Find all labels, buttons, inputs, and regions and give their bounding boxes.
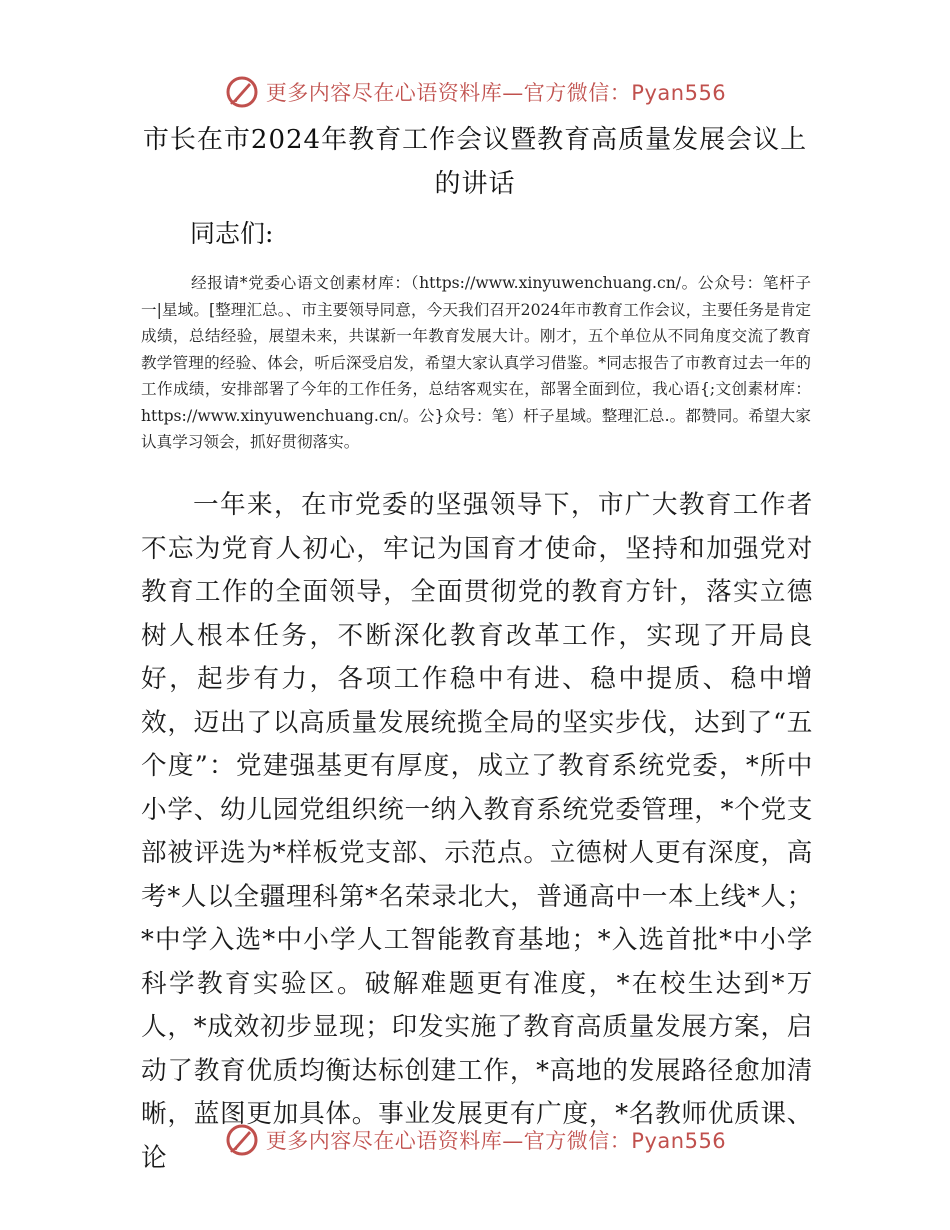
quill-logo-icon (224, 74, 260, 110)
intro-note: 经报请*党委心语文创素材库：（https://www.xinyuwenchuang.cn/。公众号：笔杆子一|星域。[整理汇总。、市主要领导同意，今天我们召开2024年市教育工作会议，主要任务是肯定成绩，总结经验，展望未来，共谋新一年教育发展大计。刚才，五个单位从不同角度交流了教育教学管理的经验、体会，听后深受启发，希望大家认真学习借鉴。*同志报告了市教育过去一年的工作成绩，安排部署了今年的工作任务，总结客观实在，部署全面到位，我心语{;文创素材库：https://www.xinyuwenchuang.cn/。公}众号：笔）杆子星域。整理汇总.。都赞同。希望大家认真学习领会，抓好贯彻落实。 (141, 274, 811, 451)
body-paragraph: 一年来，在市党委的坚强领导下，市广大教育工作者不忘为党育人初心，牢记为国育才使命，坚持和加强党对教育工作的全面领导，全面贯彻党的教育方针，落实立德树人根本任务，不断深化教育改革工作，实现了开局良好，起步有力，各项工作稳中有进、稳中提质、稳中增效，迈出了以高质量发展统揽全局的坚实步伐，达到了“五个度”：党建强基更有厚度，成立了教育系统党委，*所中小学、幼儿园党组织统一纳入教育系统党委管理，*个党支部被评选为*样板党支部、示范点。立德树人更有深度，高考*人以全疆理科第*名荣录北大，普通高中一本上线*人；*中学入选*中小学人工智能教育基地；*入选首批*中小学科学教育实验区。破解难题更有准度，*在校生达到*万人，*成效初步显现；印发实施了教育高质量发展方案，启动了教育优质均衡达标创建工作，*高地的发展路径愈加清晰，蓝图更加具体。事业发展更有广度，*名教师优质课、论 (141, 490, 813, 1173)
document-title: 市长在市2024年教育工作会议暨教育高质量发展会议上的讲话 (142, 125, 808, 199)
footer-watermark (0, 1120, 950, 1160)
watermark-text: 更多内容尽在心语资料库—官方微信：Pyan556 (265, 81, 727, 105)
quill-logo-icon (224, 1122, 260, 1158)
header-watermark (0, 72, 950, 112)
greeting: 同志们: (190, 219, 274, 248)
watermark-text: 更多内容尽在心语资料库—官方微信：Pyan556 (265, 1129, 727, 1153)
